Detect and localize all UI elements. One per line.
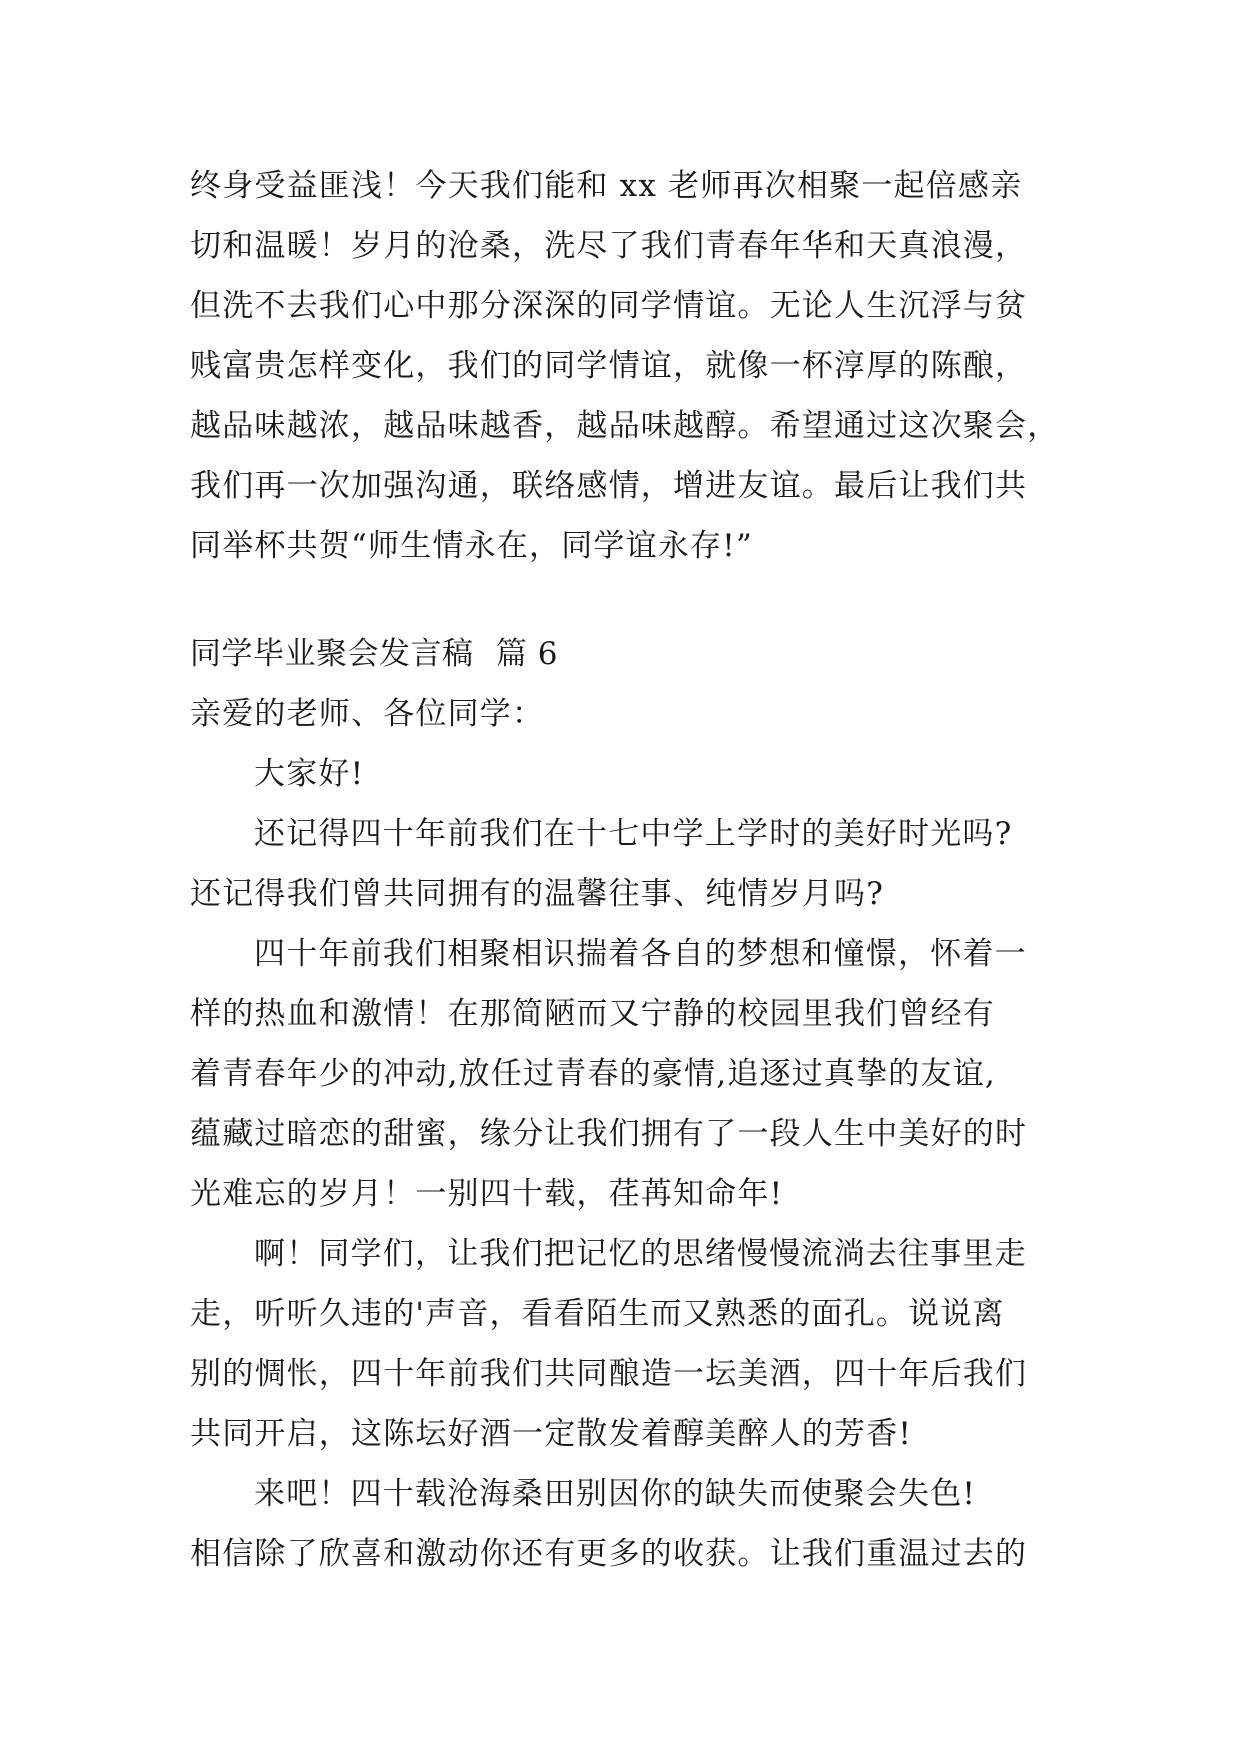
text-line: 相信除了欣喜和激动你还有更多的收获。让我们重温过去的 bbox=[190, 1536, 1028, 1572]
text-line: 我们再一次加强沟通，联络感情，增进友谊。最后让我们共 bbox=[190, 468, 1028, 504]
text-line: 光难忘的岁月！一别四十载，荏苒知命年! bbox=[190, 1176, 784, 1212]
text-line: 还记得四十年前我们在十七中学上学时的美好时光吗? bbox=[254, 816, 1013, 852]
text-line: 贱富贵怎样变化，我们的同学情谊，就像一杯淳厚的陈酿， bbox=[190, 348, 1028, 384]
text-line: 走，听听久违的'声音，看看陌生而又熟悉的面孔。说说离 bbox=[190, 1296, 1005, 1332]
text-line: 还记得我们曾共同拥有的温馨往事、纯情岁月吗? bbox=[190, 876, 885, 912]
salutation: 亲爱的老师、各位同学： bbox=[190, 696, 545, 732]
greeting: 大家好! bbox=[254, 756, 365, 792]
text-line: 共同开启，这陈坛好酒一定散发着醇美醉人的芳香! bbox=[190, 1416, 913, 1452]
text-line: 四十年前我们相聚相识揣着各自的梦想和憧憬，怀着一 bbox=[254, 936, 1027, 972]
text-line: 别的惆怅，四十年前我们共同酿造一坛美酒，四十年后我们 bbox=[190, 1356, 1028, 1392]
section-number: 篇 6 bbox=[495, 636, 558, 672]
section-heading bbox=[190, 634, 1060, 674]
text-line: 同举杯共贺“师生情永在，同学谊永存!” bbox=[190, 528, 753, 564]
text-line: 啊！同学们，让我们把记忆的思绪慢慢流淌去往事里走 bbox=[254, 1236, 1027, 1272]
text-line: 终身受益匪浅！今天我们能和 xx 老师再次相聚一起倍感亲 bbox=[190, 168, 1023, 204]
text-line: 蕴藏过暗恋的甜蜜，缘分让我们拥有了一段人生中美好的时 bbox=[190, 1116, 1028, 1152]
text-line: 着青春年少的冲动,放任过青春的豪情,追逐过真挚的友谊, bbox=[190, 1056, 996, 1092]
text-line: 来吧！四十载沧海桑田别因你的缺失而使聚会失色! bbox=[254, 1476, 977, 1512]
text-line: 但洗不去我们心中那分深深的同学情谊。无论人生沉浮与贫 bbox=[190, 288, 1028, 324]
text-line: 样的热血和激情！在那简陋而又宁静的校园里我们曾经有 bbox=[190, 996, 995, 1032]
text-line: 切和温暖！岁月的沧桑，洗尽了我们青春年华和天真浪漫， bbox=[190, 228, 1028, 264]
text-line: 越品味越浓，越品味越香，越品味越醇。希望通过这次聚会， bbox=[190, 408, 1060, 444]
section-title: 同学毕业聚会发言稿 bbox=[190, 636, 474, 672]
